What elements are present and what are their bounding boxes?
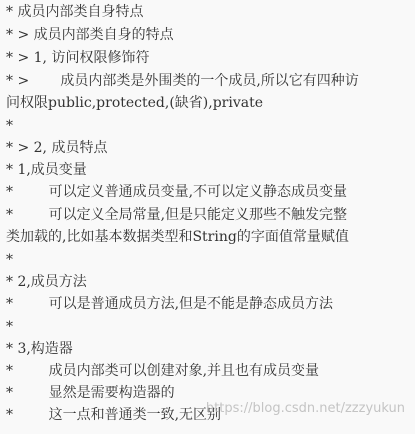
text-line: 问权限public,protected,(缺省),private xyxy=(6,95,264,111)
text-line: * > 成员内部类自身的特点 xyxy=(6,27,174,43)
text-line: * 可以定义全局常量,但是只能定义那些不触发完整 xyxy=(6,207,348,223)
text-line: * 成员内部类可以创建对象,并且也有成员变量 xyxy=(6,363,320,379)
text-line: * 显然是需要构造器的 xyxy=(6,385,175,401)
text-line: * 可以定义普通成员变量,不可以定义静态成员变量 xyxy=(6,184,348,200)
text-line: * 3,构造器 xyxy=(6,341,73,357)
text-line: * > 1, 访问权限修饰符 xyxy=(6,50,150,66)
text-line: 类加载的,比如基本数据类型和String的字面值常量赋值 xyxy=(6,229,349,245)
text-line: * 成员内部类自身特点 xyxy=(6,4,144,20)
text-line: * > 2, 成员特点 xyxy=(6,140,108,156)
text-line: * xyxy=(6,252,13,268)
text-line: * xyxy=(6,118,13,134)
text-line: * 可以是普通成员方法,但是不能是静态成员方法 xyxy=(6,296,334,312)
text-line: * xyxy=(6,319,13,335)
watermark: https://blog.csdn.net/zzzyukun xyxy=(205,401,405,416)
text-line: * 2,成员方法 xyxy=(6,274,87,290)
text-line: * > 成员内部类是外围类的一个成员,所以它有四种访 xyxy=(6,73,359,89)
text-line: * 1,成员变量 xyxy=(6,162,87,178)
text-line: * 这一点和普通类一致,无区别 xyxy=(6,407,222,423)
